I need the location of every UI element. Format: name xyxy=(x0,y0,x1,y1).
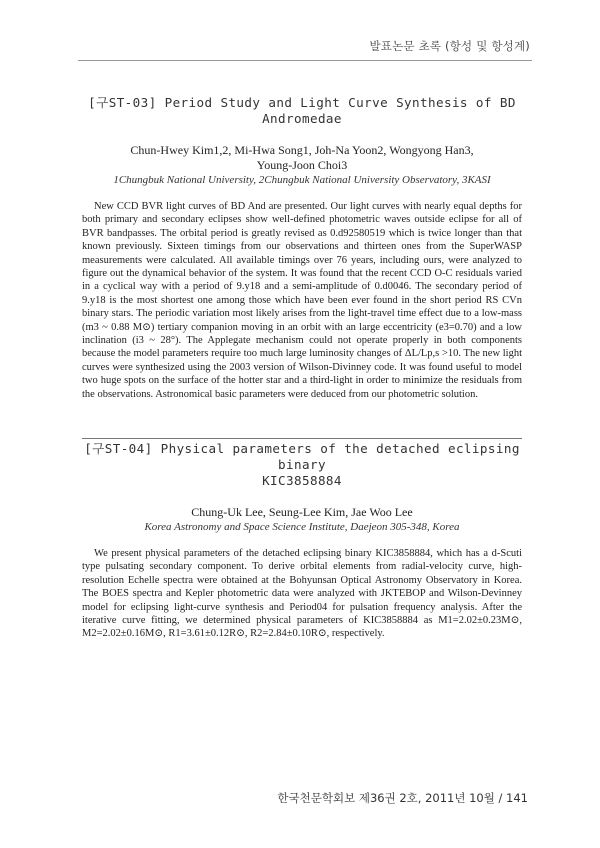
author-list xyxy=(82,143,522,173)
abstract-st04 xyxy=(82,441,522,641)
affiliation-line: Korea Astronomy and Space Science Institute, Daejeon 305-348, Korea xyxy=(144,521,460,533)
abstract-title xyxy=(82,441,522,489)
title-line-1: [구ST-04] Physical parameters of the detached eclipsing binary xyxy=(84,441,520,472)
title-line-2: KIC3858884 xyxy=(262,473,342,488)
header-rule xyxy=(78,60,532,61)
author-line-1: Chun-Hwey Kim1,2, Mi-Hwa Song1, Joh-Na Yoon2, Wongyong Han3, xyxy=(130,143,474,157)
running-head: 발표논문 초록 (항성 및 항성계) xyxy=(369,39,530,53)
page-footer: 한국천문학회보 제36권 2호, 2011년 10월 / 141 xyxy=(277,791,528,805)
author-line-2: Young-Joon Choi3 xyxy=(256,158,348,172)
section-divider xyxy=(82,438,522,439)
author-list: Chung-Uk Lee, Seung-Lee Kim, Jae Woo Lee xyxy=(191,505,413,519)
abstract-st03 xyxy=(82,95,522,401)
abstract-title: [구ST-03] Period Study and Light Curve Synthesis of BD Andromedae xyxy=(88,95,516,126)
abstract-body: New CCD BVR light curves of BD And are presented. Our light curves with nearly equal depths for both primary and secondary eclipses show well-defined photometric waves outside eclipse for all of BVR bandpasses. The orbital period is greatly revised as 0.d92580519 which is twice longer than that known previously. Sixteen timings from our observations and thirteen ones from the SuperWASP measurements were calculated. All available timings over 76 years, including ours, were analyzed to figure out the dynamical behavior of the system. It was found that the recent CCD O-C residuals varied in a cyclical way with a period of 9.y18 and a semi-amplitude of 0.d0046. The secondary period of 9.y18 is the most shortest one among those which have been ever found in the short period RS CVn binary stars. The periodic variation most likely arises from the light-travel time effect due to a low-mass (m3 ~ 0.88 M⊙) tertiary companion moving in an orbit with an large eccentricity (e3=0.70) and a low inclination (i3 ~ 28°). The Applegate mechanism could not operate properly in both components because the model parameters require too much large luminosity changes of ΔL/Lp,s >10. The new light curves were synthesized using the 2003 version of Wilson-Divinney code. It was found useful to model two huge spots on the surface of the hotter star and a third-light in order to minimize the residuals from the observations. Astronomical basic parameters were deduced from our photometric solution. xyxy=(82,201,522,400)
affiliation-line: 1Chungbuk National University, 2Chungbuk National University Observatory, 3KASI xyxy=(113,174,491,186)
abstract-body: We present physical parameters of the detached eclipsing binary KIC3858884, which has a d-Scuti type pulsating secondary component. To derive orbital elements from radial-velocity curve, high-resolution Echelle spectra were obtained at the Bohyunsan Optical Astronomy Observatory in Korea. The BOES spectra and Kepler photometric data were analyzed with JKTEBOP and Wilson-Devinney model for eclipsing light-curve synthesis and Period04 for pulsation frequency analysis. After the iterative curve fitting, we determined physical parameters of KIC3858884 as M1=2.02±0.23M⊙, M2=2.02±0.16M⊙, R1=3.61±0.12R⊙, R2=2.84±0.10R⊙, respectively. xyxy=(82,548,522,640)
